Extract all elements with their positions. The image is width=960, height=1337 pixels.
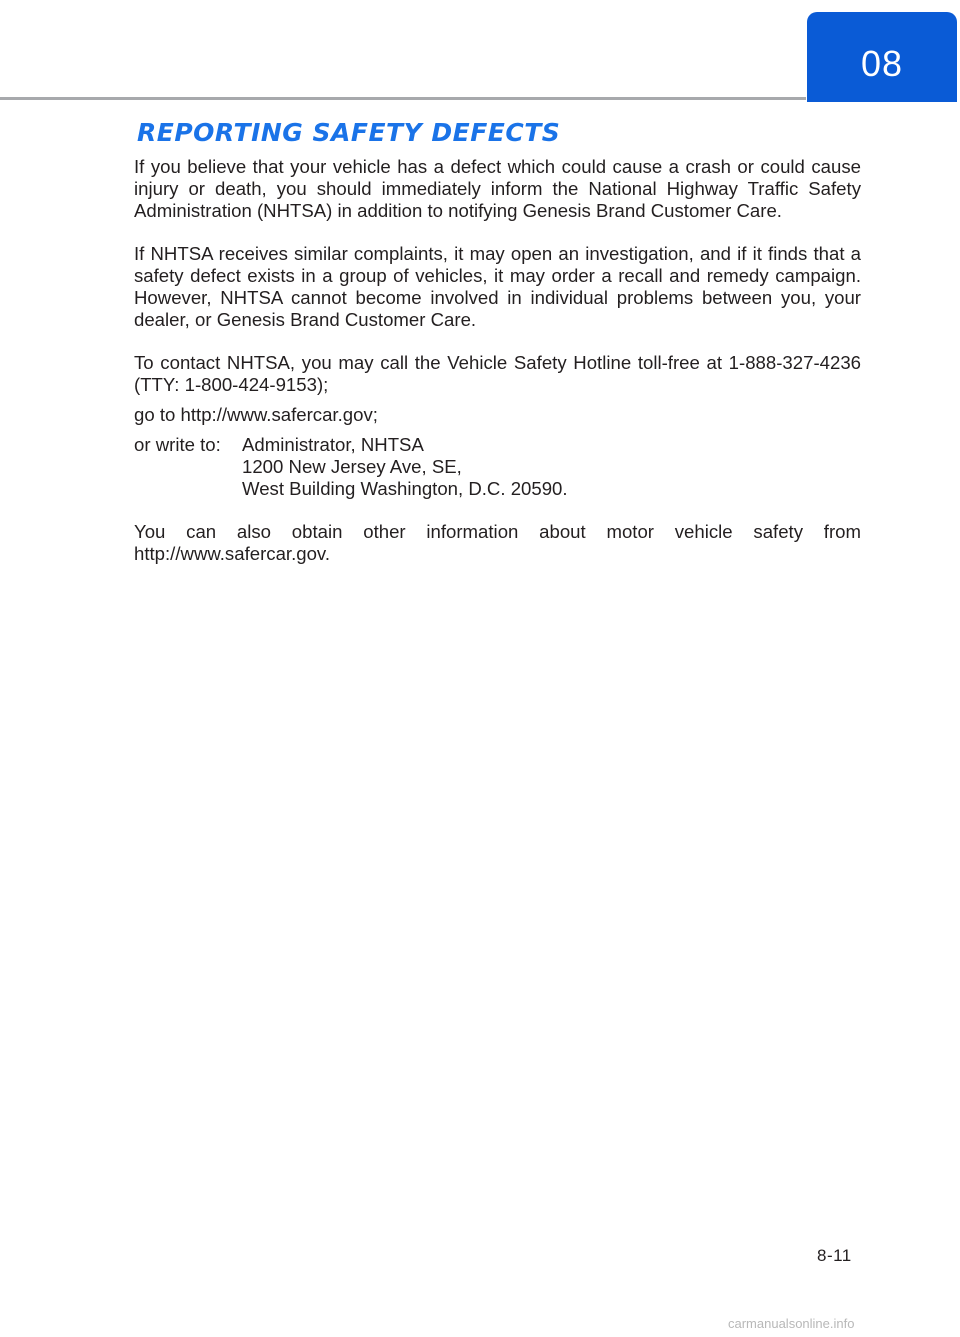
body-content: [134, 156, 861, 586]
chapter-tab: [807, 12, 957, 102]
address-line: West Building Washington, D.C. 20590.: [242, 478, 568, 499]
paragraph-website: go to http://www.safercar.gov;: [134, 404, 378, 425]
address-line: 1200 New Jersey Ave, SE,: [242, 456, 462, 477]
chapter-number: 08: [860, 43, 904, 84]
paragraph-contact-hotline: To contact NHTSA, you may call the Vehicle Safety Hotline toll-free at 1-888-327-4236 (TTY: 1-800-424-9153);: [134, 352, 861, 395]
watermark: carmanualsonline.info: [728, 1316, 855, 1331]
section-title: REPORTING SAFETY DEFECTS: [137, 118, 561, 147]
header-divider: [0, 97, 806, 100]
address-line: Administrator, NHTSA: [242, 434, 424, 455]
page-number: 8-11: [817, 1246, 852, 1265]
address-label: or write to:: [134, 434, 221, 455]
paragraph-report-defect: If you believe that your vehicle has a defect which could cause a crash or could cause injury or death, you should immediately inform the National Highway Traffic Safety Administration (NHTSA) in addition to notifying Genesis Brand Customer Care.: [134, 156, 861, 221]
paragraph-more-info: You can also obtain other information about motor vehicle safety from http://www.safercar.gov.: [134, 521, 861, 564]
address-lines: [242, 434, 568, 500]
mailing-address: [134, 434, 861, 500]
paragraph-nhtsa-investigation: If NHTSA receives similar complaints, it may open an investigation, and if it finds that a safety defect exists in a group of vehicles, it may order a recall and remedy campaign. However, NHTSA cannot become involved in individual problems between you, your dealer, or Genesis Brand Customer Care.: [134, 243, 861, 330]
